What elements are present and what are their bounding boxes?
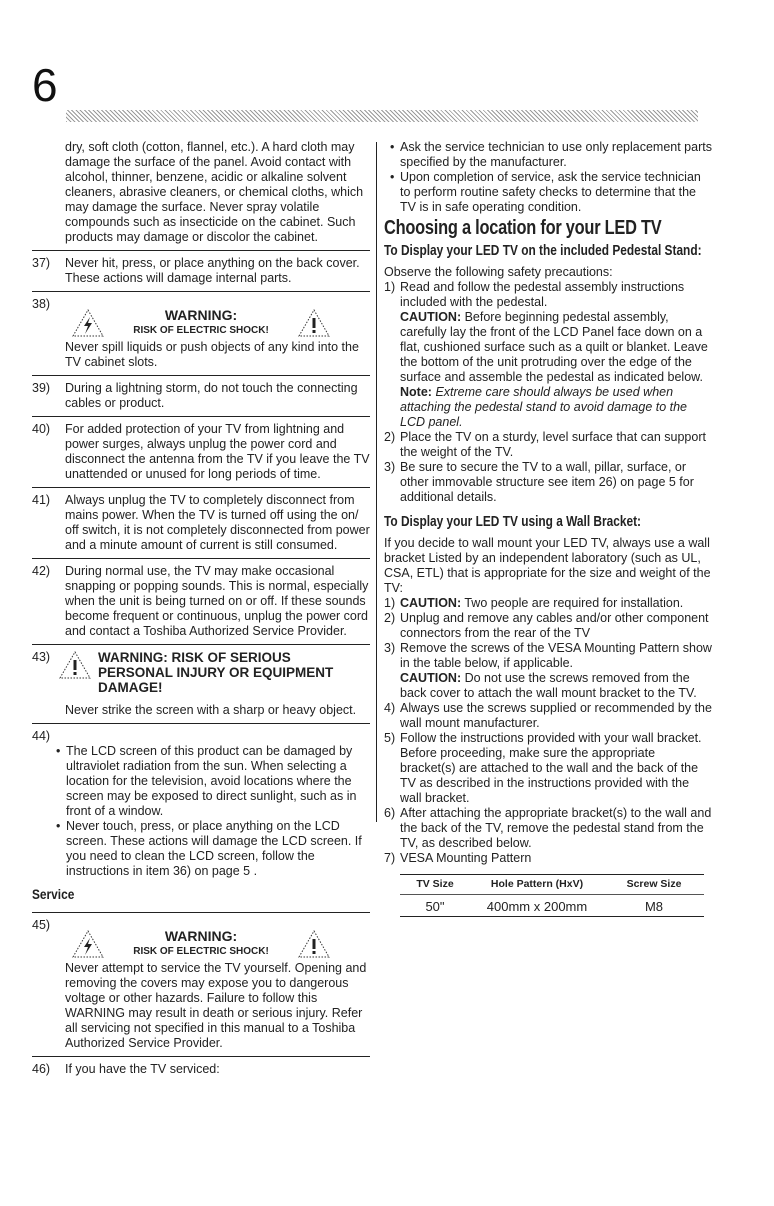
stand-item-2: 2) Place the TV on a sturdy, level surface that can support the weight of the TV. bbox=[384, 430, 706, 459]
exclamation-warning-icon bbox=[297, 929, 331, 959]
page-number: 6 bbox=[32, 59, 58, 111]
exclamation-warning-icon bbox=[297, 308, 331, 338]
item-39: 39) During a lightning storm, do not touch the connecting cables or product. bbox=[32, 381, 358, 410]
list-item: • The LCD screen of this product can be damaged by ultraviolet radiation from the sun. When selecting a location for the television, avoid locations where the screen may be exposed to direct sunlight, such as in front of a window. bbox=[56, 744, 370, 819]
item-40: 40) For added protection of your TV from lightning and power surges, always unplug the power cord and disconnect the antenna from the TV if you leave the TV unattended or unused for long periods of time. bbox=[32, 422, 370, 481]
item-42: 42) During normal use, the TV may make occasional snapping or popping sounds. This is normal, especially when the unit is being turned on or off. If these sounds become frequent or continuous, unplug the power cord and contact a Toshiba Authorized Service Provider. bbox=[32, 564, 369, 638]
wall-item-3: 3) Remove the screws of the VESA Mounting Pattern show in the table below, if applicable. CAUTION: Do not use the screws removed from the back cover to attach the wall mount bracket to the TV. bbox=[384, 641, 712, 700]
exclamation-warning-icon bbox=[58, 650, 92, 680]
item-44: 44) • The LCD screen of this product can be damaged by ultraviolet radiation from the sun. When selecting a location for the television, avoid locations where the screen may be exposed to direct sunlight, such as in front of a window. • Never touch, press, or place anything on the LCD screen. These actions will damage the LCD screen. If you need to clean the LCD screen, follow the instructions in item 36) on page 5 . bbox=[32, 729, 370, 879]
wall-heading: To Display your LED TV using a Wall Bracket: bbox=[384, 514, 642, 530]
table-row: 50" 400mm x 200mm M8 bbox=[425, 899, 664, 914]
stand-intro: Observe the following safety precautions: bbox=[384, 265, 613, 279]
vesa-table bbox=[400, 874, 704, 917]
header-rule bbox=[66, 110, 698, 122]
wall-item-2: 2) Unplug and remove any cables and/or other component connectors from the rear of the TV bbox=[384, 611, 709, 640]
wall-item-7: 7) VESA Mounting Pattern bbox=[384, 851, 532, 865]
wall-intro: If you decide to wall mount your LED TV, always use a wall bracket Listed by an independent laboratory (such as UL, CSA, ETL) that is appropriate for the size and weight of the TV: bbox=[384, 536, 711, 595]
stand-heading: To Display your LED TV on the included Pedestal Stand: bbox=[384, 243, 702, 259]
item-45: 45) WARNING: RISK OF ELECTRIC SHOCK! Never attempt to service the TV yourself. Opening and removing the covers may expose you to dangerous voltage or other hazards. Failure to follow this WARNING may result in death or serious injury. Refer all servicing not specified in this manual to a Toshiba Authorized Service Provider. bbox=[32, 918, 367, 1050]
list-item: • Upon completion of service, ask the service technician to perform routine safety checks to determine that the TV is in safe operating condition. bbox=[390, 170, 714, 215]
left-column bbox=[32, 140, 370, 1077]
service-heading: Service bbox=[32, 886, 75, 902]
list-item: • Never touch, press, or place anything on the LCD screen. These actions will damage the LCD screen. If you need to clean the LCD screen, follow the instructions in item 36) on page 5 . bbox=[56, 819, 370, 879]
column-divider bbox=[376, 142, 377, 822]
item-36-continuation: dry, soft cloth (cotton, flannel, etc.). A hard cloth may damage the surface of the panel. Avoid contact with alcohol, thinner, benzene, acidic or alkaline solvent cleaners, abrasive cleaners, or chemical cloths, which may damage the surface. Never spray volatile compounds such as insecticide on the cabinet. Such products may damage or discolor the cabinet. bbox=[65, 140, 364, 244]
stand-item-1: 1) Read and follow the pedestal assembly instructions included with the pedestal. CAUTION: Before beginning pedestal assembly, carefully lay the front of the LCD Panel face down on a flat, cushioned surface such as a quilt or blanket. Leave the bottom of the unit protruding over the edge of the surface and assemble the pedestal as indicated below. Note: Extreme care should always be used when attaching the pedestal stand to avoid damage to the LCD panel. bbox=[384, 280, 708, 429]
item-43: 43) WARNING: RISK OF SERIOUS PERSONAL INJURY OR EQUIPMENT DAMAGE! Never strike the screen with a sharp or heavy object. bbox=[32, 650, 357, 717]
table-header: TV Size Hole Pattern (HxV) Screw Size bbox=[400, 875, 704, 895]
electric-shock-warning-icon bbox=[71, 929, 105, 959]
wall-item-4: 4) Always use the screws supplied or recommended by the wall mount manufacturer. bbox=[384, 701, 712, 730]
right-column bbox=[384, 140, 714, 917]
wall-item-5: 5) Follow the instructions provided with your wall bracket. Before proceeding, make sure the appropriate bracket(s) are attached to the wall and the back of the TV as described in the instructions provided with the wall bracket. bbox=[384, 731, 702, 805]
item-37: 37) Never hit, press, or place anything on the back cover. These actions will damage internal parts. bbox=[32, 256, 360, 285]
section-heading: Choosing a location for your LED TV bbox=[384, 217, 662, 239]
stand-item-3: 3) Be sure to secure the TV to a wall, pillar, surface, or other immovable structure see item 26) on page 5 for additional details. bbox=[384, 460, 694, 504]
electric-shock-warning-icon bbox=[71, 308, 105, 338]
wall-item-6: 6) After attaching the appropriate bracket(s) to the wall and the back of the TV, remove the pedestal stand from the TV, as described below. bbox=[384, 806, 712, 850]
wall-item-1: 1) CAUTION: Two people are required for installation. bbox=[384, 596, 684, 610]
list-item: • Ask the service technician to use only replacement parts specified by the manufacturer. bbox=[390, 140, 714, 170]
item-38: 38) WARNING: RISK OF ELECTRIC SHOCK! Never spill liquids or push objects of any kind into the TV cabinet slots. bbox=[32, 297, 359, 369]
item-46: 46) If you have the TV serviced: bbox=[32, 1062, 220, 1076]
item-41: 41) Always unplug the TV to completely disconnect from mains power. When the TV is turned off using the on/ off switch, it is not completely disconnected from power and a minute amount of current is still consumed. bbox=[32, 493, 370, 552]
